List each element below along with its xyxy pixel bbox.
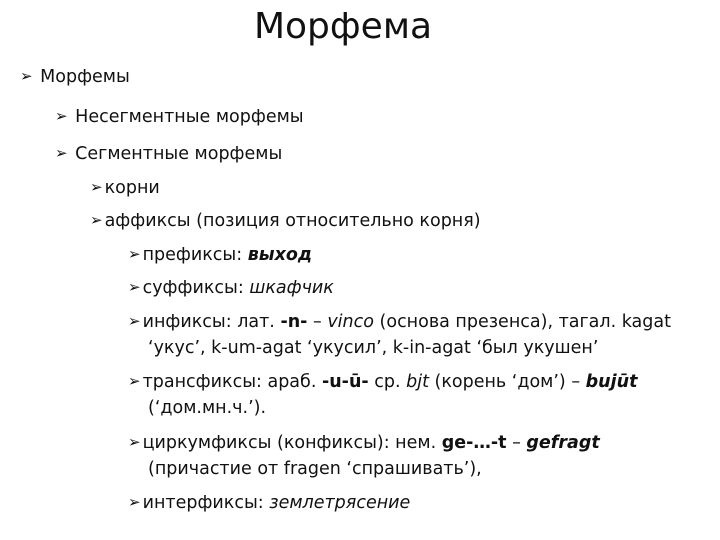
bullet-text: Несегментные морфемы: [75, 107, 304, 127]
infix-text: инфиксы: лат.: [142, 312, 281, 332]
infix-marker: -n-: [280, 312, 308, 332]
bullet-segmental: [55, 143, 282, 165]
transfix-marker: -u-ū-: [321, 372, 369, 392]
bullet-morphemes: [20, 66, 130, 88]
bullet-affixes: [90, 210, 481, 232]
bullet-suffixes: [128, 277, 334, 299]
arrow-bullet-icon: ➢: [128, 372, 141, 390]
arrow-bullet-icon: ➢: [128, 278, 141, 296]
arrow-bullet-icon: ➢: [128, 312, 141, 330]
bullet-text: корни: [104, 178, 160, 198]
bullet-infixes: [128, 311, 671, 333]
bullet-transfixes: [128, 371, 637, 393]
arrow-bullet-icon: ➢: [20, 67, 33, 85]
transfixes-continuation: (‘дом.мн.ч.’).: [148, 398, 267, 418]
infix-text-rest: (основа презенса), тагал. kagat: [373, 312, 671, 332]
bullet-label: префиксы:: [142, 245, 248, 265]
transfix-compare: ср.: [368, 372, 407, 392]
dash: –: [307, 312, 328, 332]
arrow-bullet-icon: ➢: [55, 144, 68, 162]
bullet-label: интерфиксы:: [142, 493, 270, 513]
bullet-interfixes: [128, 492, 410, 514]
transfix-gloss: (корень ‘дом’) –: [428, 372, 586, 392]
circumfix-marker: ge-…-t: [441, 433, 507, 453]
arrow-bullet-icon: ➢: [128, 245, 141, 263]
bullet-text: аффиксы (позиция относительно корня): [104, 211, 481, 231]
arrow-bullet-icon: ➢: [128, 433, 141, 451]
example-word: шкафчик: [249, 278, 334, 298]
bullet-text: Сегментные морфемы: [75, 144, 283, 164]
arrow-bullet-icon: ➢: [90, 178, 103, 196]
bullet-prefixes: [128, 244, 312, 266]
example-word: bujūt: [585, 372, 638, 392]
example-word: vinco: [327, 312, 374, 332]
example-word: выход: [247, 245, 313, 265]
transfix-text: трансфиксы: араб.: [142, 372, 322, 392]
circumfix-text: циркумфиксы (конфиксы): нем.: [142, 433, 442, 453]
bullet-nonsegmental: [55, 106, 304, 128]
bullet-roots: [90, 177, 160, 199]
bullet-label: суффиксы:: [142, 278, 250, 298]
example-root: bjt: [406, 372, 429, 392]
example-word: gefragt: [526, 433, 600, 453]
bullet-circumfixes: [128, 432, 600, 454]
circumfixes-continuation: (причастие от fragen ‘спрашивать’),: [148, 459, 482, 479]
bullet-text: Морфемы: [40, 67, 130, 87]
arrow-bullet-icon: ➢: [90, 211, 103, 229]
example-word: землетрясение: [269, 493, 411, 513]
arrow-bullet-icon: ➢: [128, 493, 141, 511]
slide-title: Морфема: [253, 6, 433, 47]
infixes-continuation: ‘укус’, k-um-agat ‘укусил’, k-in-agat ‘был укушен’: [148, 338, 599, 358]
arrow-bullet-icon: ➢: [55, 107, 68, 125]
dash: –: [506, 433, 527, 453]
